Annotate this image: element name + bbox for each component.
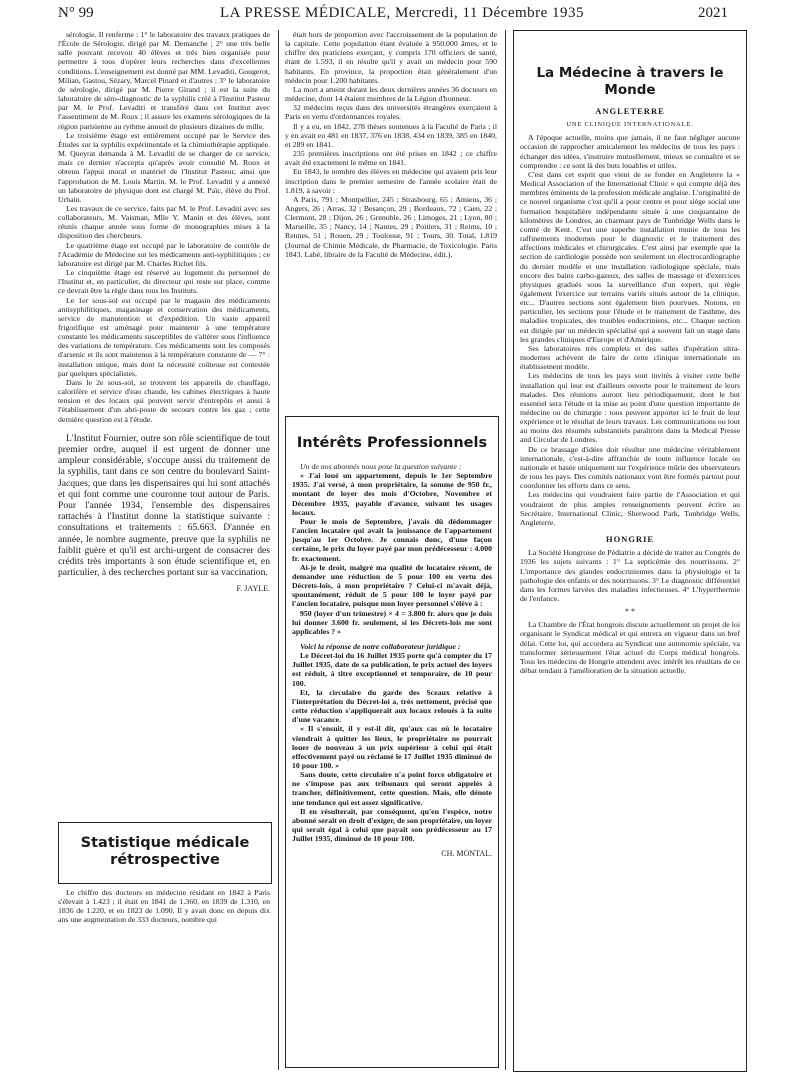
reply-paragraph: Le Décret-loi du 16 Juillet 1935 porte qu'à compter du 17 Juillet 1935, date de sa publication, le prix actuel des loyers est réduit, à titre exceptionnel et temporaire, de 10 pour 100. <box>292 651 492 688</box>
paragraph: 235 premières inscriptions ont été prises en 1842 ; ce chiffre avait été exactement le même en 1841. <box>285 149 497 168</box>
reply-paragraph: « Il s'ensuit, il y est-il dit, qu'aux cas où le locataire viendrait à quitter les lieux, le propriétaire ne pourrait louer de nouveau à un prix supérieur à celui qui était effectivement payé ou réclamé le 17 Juillet 1935 diminué de 10 pour 100. » <box>292 724 492 770</box>
paragraph: Il y a eu, en 1842, 278 thèses soutenues à la Faculté de Paris ; il y en avait eu 481 en 1837, 376 en 1838, 434 en 1839, 385 en 1840, et 289 en 1841. <box>285 121 497 149</box>
issue-number: N° 99 <box>58 5 94 21</box>
paragraph: Le troisième étage est entièrement occupé par le Service des Études sur la syphilis expérimentale et la chimiothérapie appliquée. M. Queyrat demanda à M. Levaditi de se charger de ce service, mais ce dernier n'accepta qu'après avoir consulté M. Roux et obtenu l'appui moral et matériel de l'Institut Pasteur, ainsi que l'approbation de M. Louis Martin. M. le Prof. Levaditi y a annexé un laboratoire de physique dont est chargé M. Païc, élève du Prof. Urbain. <box>58 130 270 204</box>
paragraph: La Société Hongroise de Pédiatrie a décidé de traiter au Congrès de 1936 les sujets suivants : 1° La septicémie des nourrissons. 2° L'importance des glandes endocriniennes dans la physiologie et la pathologie des enfants et des nourrissons. 3° Le diagnostic différentiel dans les formes larvées des maladies infectieuses. 4° L'hyperthermie de l'enfance. <box>520 548 740 603</box>
reply-paragraph: Sans doute, cette circulaire n'a point force obligatoire et ne s'impose pas aux tribunaux qui seront appelés à trancher, définitivement, cette question. Mais, elle dénote une tendance qui est assez significative. <box>292 770 492 807</box>
paragraph: Dans le 2e sous-sol, se trouvent les appareils de chauffage, calorifère et service d'eau chaude, les cabines électriques à haute tension et des locaux qui peuvent servir d'entrepôts et aussi à l'établissement d'un abri-poste de secours contre les gaz ; cette dernière question est à l'étude. <box>58 377 270 424</box>
reply-paragraph: Il en résulterait, par conséquent, qu'en l'espèce, notre abonné serait en droit d'exiger, de son propriétaire, un loyer qui serait égal à celui que payait son prédécesseur au 17 Juillet 1935, diminué de 10 pour 100. <box>292 806 492 844</box>
statistique-title: Statistique médicale rétrospective <box>80 835 250 868</box>
question-paragraph: Ai-je le droit, malgré ma qualité de locataire récent, de demander une réduction de 5 pour 100 en vertu des Décrets-lois, à mon propriétaire ? Celui-ci m'avait déjà, spontanément, réduit de 5 pour 100 le loyer payé par l'ancien locataire, puisque mon loyer personnel s'élève à : <box>292 562 492 609</box>
paragraph: C'est dans cet esprit que vient de se fonder en Angleterre la « Medical Association of the International Clinic » qui compte déjà des membres éminents de la profession médicale anglaise. L'originalité de ce nouvel organisme c'est qu'il a pour centre et pour siège social une formation hospitalière indépendante située à une cinquantaine de kilomètres de Londres, au charmant pays de Tunbridge Wells dans le comté de Kent. C'est une superbe installation munie de tous les raffinements modernes pour le diagnostic et le traitement des affections médicales et chirurgicales. C'est ainsi par exemple que la section de cardiologie possède non seulement un électrocardiographe du dernier modèle et une installation radiologique spéciale, mais encore des bains carbo-gazeux, des salles de massage et d'exercices physiques gradués sous la surveillance d'un expert, qui règle également l'exercice sur terrains variés situés autour de la clinique, etc... D'autres sections sont également bien pourvues. Notons, en particulier, les sections pour l'étude et le traitement de l'asthme, des maladies tropicales, des troubles endocriniens, etc... Chaque section est dirigée par un médecin spécialisé qui a souvent fait un stage dans les grandes cliniques d'Europe et d'Amérique. <box>520 169 740 344</box>
column-divider-1 <box>278 30 279 1070</box>
paragraph: Le quatrième étage est occupé par le laboratoire de contrôle de l'Académie de Médecine sur les médicaments anti-syphilitiques ; ce laboratoire est dirigé par M. Charles Richet fils. <box>58 240 270 268</box>
reply-paragraph: Et, la circulaire du garde des Sceaux relative à l'interprétation du Décret-loi a, très nettement, précisé que cette réduction s'appliquerait aux locaux reloués à la suite d'une vacance. <box>292 687 492 725</box>
column-divider-2 <box>505 30 506 1070</box>
page-number: 2021 <box>698 5 728 21</box>
interets-title: Intérêts Professionnels <box>296 435 488 451</box>
question-paragraph: Pour le mois de Septembre, j'avais dû dédommager l'ancien locataire qui avait la jouissance de l'appartement jusqu'au 1er Octobre. Je connais donc, d'une façon certaine, le prix du loyer payé par mon prédécesseur : 4.000 fr. exactement. <box>292 516 492 563</box>
paragraph: Le chiffre des docteurs en médecine résidant en 1842 à Paris s'élevait à 1.423 ; il était en 1841 de 1.360, en 1839 de 1.310, en 1836 de 1.220, et en 1823 de 1.090. Il y avait donc en depuis dix ans une augmentation de 333 docteurs, nombre qui <box>58 888 270 925</box>
page-header <box>58 2 728 26</box>
paragraph-large: L'Institut Fournier, outre son rôle scientifique de tout premier ordre, auquel il est urgent de donner une ampleur considérable, s'occupe aussi du traitement de la syphilis, tant dans ce son centre du boulevard Saint-Jacques, que dans les dispensaires qui lui sont attachés et qui font comme une couronne tout autour de Paris. Pour l'année 1934, l'ensemble des dispensaires rattachés à l'Institut donne la statistique suivante : consultations et traitements : 65.663. D'année en année, le nombre augmente, preuve que la syphilis ne faiblit guère et qu'il est archi-urgent de consacrer des crédits très importants à son étude scientifique et, en particulier, à des recherches portant sur sa vaccination. <box>58 432 270 579</box>
column-2 <box>285 30 497 259</box>
author-signature: F. JAYLE. <box>236 584 270 594</box>
column-1 <box>58 30 270 594</box>
paragraph: était hors de proportion avec l'accroissement de la population de la capitale. Cette population étant évaluée à 950.000 âmes, et le chiffre des praticiens exerçant, y compris 170 officiers de santé, étant de 1.593, il en résulte qu'il y avait un médecin pour 590 habitants. En province, la proportion était généralement d'un médecin pour 1.200 habitants. <box>285 30 497 85</box>
paragraph: La Chambre de l'État hongrois discute actuellement un projet de loi organisant le Syndicat médical et qui entrera en vigueur dans un bref délai. Cette loi, qui accordera au Syndicat une autonomie spéciale, va transformer sérieusement l'état actuel du Corps médical hongrois. Tous les médecins de Hongrie attendent avec intérêt les résultats de ce débat tendant à l'amélioration de la situation actuelle. <box>520 620 740 676</box>
statistique-box <box>58 822 272 884</box>
statistique-text-block <box>58 888 270 925</box>
paragraph: Ses laboratoires très complets et des salles d'opération ultra-modernes achèvent de faire de cette clinique internationale un établissement modèle. <box>520 343 740 372</box>
paragraph: Les médecins qui voudraient faire partie de l'Association et qui voudraient de plus amples renseignements peuvent écrire au Secrétaire, International Clinic, Sherwood Park, Tunbridge Wells, Angleterre. <box>520 490 740 527</box>
author-signature: CH. MONTAL. <box>441 849 492 859</box>
paragraph: De ce brassage d'idées doit résulter une médecine véritablement internationale, c'est-à-dire affranchie de toute influence locale ou nationale et basée uniquement sur l'expérience mûrie des observateurs de tous les pays. Des comités nationaux vont être formés partout pour coordonner les efforts dans ce sens. <box>520 444 740 491</box>
paragraph: Le cinquième étage est réservé au logement du personnel de l'Institut et, en particulier, du directeur qui reste sur place, comme ce devrait être la règle dans tous les Instituts. <box>58 268 270 296</box>
section-heading-hongrie: HONGRIE <box>605 534 655 545</box>
question-paragraph: 950 (loyer d'un trimestre) × 4 = 3.800 fr. alors que je dois lui donner 3.600 fr. seulement, si les Décrets-lois me sont applicables ? » <box>292 608 492 636</box>
intro-text: Un de nos abonnés nous pose la question suivante : <box>300 462 462 471</box>
paragraph: Le 1er sous-sol est occupé par le magasin des médicaments antisyphilitiques, magasinage et conservation des médicaments, service de manutention et d'expédition. Un vaste appareil frigorifique est aménagé pour maintenir à une température constante les médicaments susceptibles de s'altérer sous l'influence des variations de température. Ces médicaments sont les composés d'arsenic et ils sont maintenus à la température constante de — 7° : installation unique, mais dont la nécessité coûteuse est contestée par quelques spécialistes. <box>58 295 270 378</box>
paragraph: A l'époque actuelle, moins que jamais, il ne faut négliger aucune occasion de rapprocher amicalement les médecins de tous les pays : échanger des idées, s'instruire mutuellement, mieux se connaître et se comprendre : ce sont là des buts louables et utiles. <box>520 133 740 170</box>
paragraph: sérologie. Il renferme : 1° le laboratoire des travaux pratiques de l'École de Sérologie, dirigé par M. Demanche ; 2° une très belle salle pouvant recevoir 40 élèves et très bien organisée pour permettre à tous d'opérer leurs recherches dans d'excellentes conditions. L'enseignement est donné par MM. Levaditi, Gougerot, Milian, Gastou, Sézary, Marcel Pinard et d'autres ; 3° le laboratoire de sérologie, dirigé par M. Pierre Girand ; il est la suite du laboratoire de séro-diagnostic de la syphilis créé à l'Institut Pasteur par M. le Prof. Levaditi et transféré dans cet Institut avec l'assentiment de M. Roux ; il assure les examens sérologiques de la région parisienne au rythme annuel de plusieurs dizaines de mille. <box>58 30 270 131</box>
paragraph: La mort a atteint durant les deux dernières années 36 docteurs en médecine, dont 14 étaient membres de la Légion d'honneur. <box>285 84 497 104</box>
reply-intro: Voici la réponse de notre collaborateur juridique : <box>300 641 461 651</box>
medecine-monde-title: La Médecine à travers le Monde <box>536 65 724 98</box>
paragraph: En 1843, le nombre des élèves en médecine qui avaient pris leur inscription dans le premier semestre de l'année scolaire était de 1.819, à savoir : <box>285 167 497 195</box>
separator-stars: * * <box>625 607 635 617</box>
paragraph: 32 médecins reçus dans des universités étrangères exerçaient à Paris en vertu d'ordonnances royales. <box>285 103 497 122</box>
section-heading-angleterre: ANGLETERRE <box>595 106 665 116</box>
journal-title: LA PRESSE MÉDICALE, Mercredi, 11 Décembre 1935 <box>220 5 585 21</box>
interets-box <box>285 416 499 1068</box>
section-subheading: UNE CLINIQUE INTERNATIONALE. <box>566 121 694 129</box>
question-paragraph: « J'ai loué un appartement, depuis le 1er Septembre 1935. J'ai versé, à mon propriétaire, la somme de 950 fr., montant de loyer des mois d'Octobre, Novembre et Décembre 1935, payable d'avance, suivant les usages locaux. <box>292 471 492 517</box>
medecine-monde-box <box>513 30 747 1072</box>
paragraph: Les médecins de tous les pays sont invités à visiter cette belle installation qui leur est d'ailleurs ouverte pour le traitement de leurs malades. Des réunions auront lieu périodiquement, dont le but essentiel sera l'étude et la mise au point d'une question importante de médecine ou de chirurgie : tous peuvent apporter ici le fruit de leur expérience et le résultat de leurs travaux. Les communications ou tout au moins des résumés substantiels paraîtront dans la Medical Presse and Circular de Londres. <box>520 371 740 445</box>
paragraph: Les travaux de ce service, faits par M. le Prof. Levaditi avec ses collaborateurs, M. Vaisman, Mlle Y. Manin et des élèves, sont réunis chaque année sous forme de monographies mises à la disposition des chercheurs. <box>58 203 270 241</box>
paragraph: A Paris, 791 ; Montpellier, 245 ; Strasbourg, 65 ; Amiens, 36 ; Angers, 26 ; Arras, 32 ; Besançon, 29 ; Bordeaux, 72 ; Caen, 22 ; Clermont, 28 ; Dijon, 26 ; Grenoble, 26 ; Limoges, 21 ; Lyon, 80 ; Marseille, 35 ; Nancy, 14 ; Nantes, 29 ; Poitiers, 31 ; Reims, 10 ; Rennes, 51 ; Rouen, 29 ; Toulouse, 91 ; Tours, 30. Total, 1.819 (Journal de Chimie Médicale, de Pharmacie, de Toxicologie. Paris 1843. Labé, libraire de la Faculté de Médecine, édit.). <box>285 194 497 259</box>
